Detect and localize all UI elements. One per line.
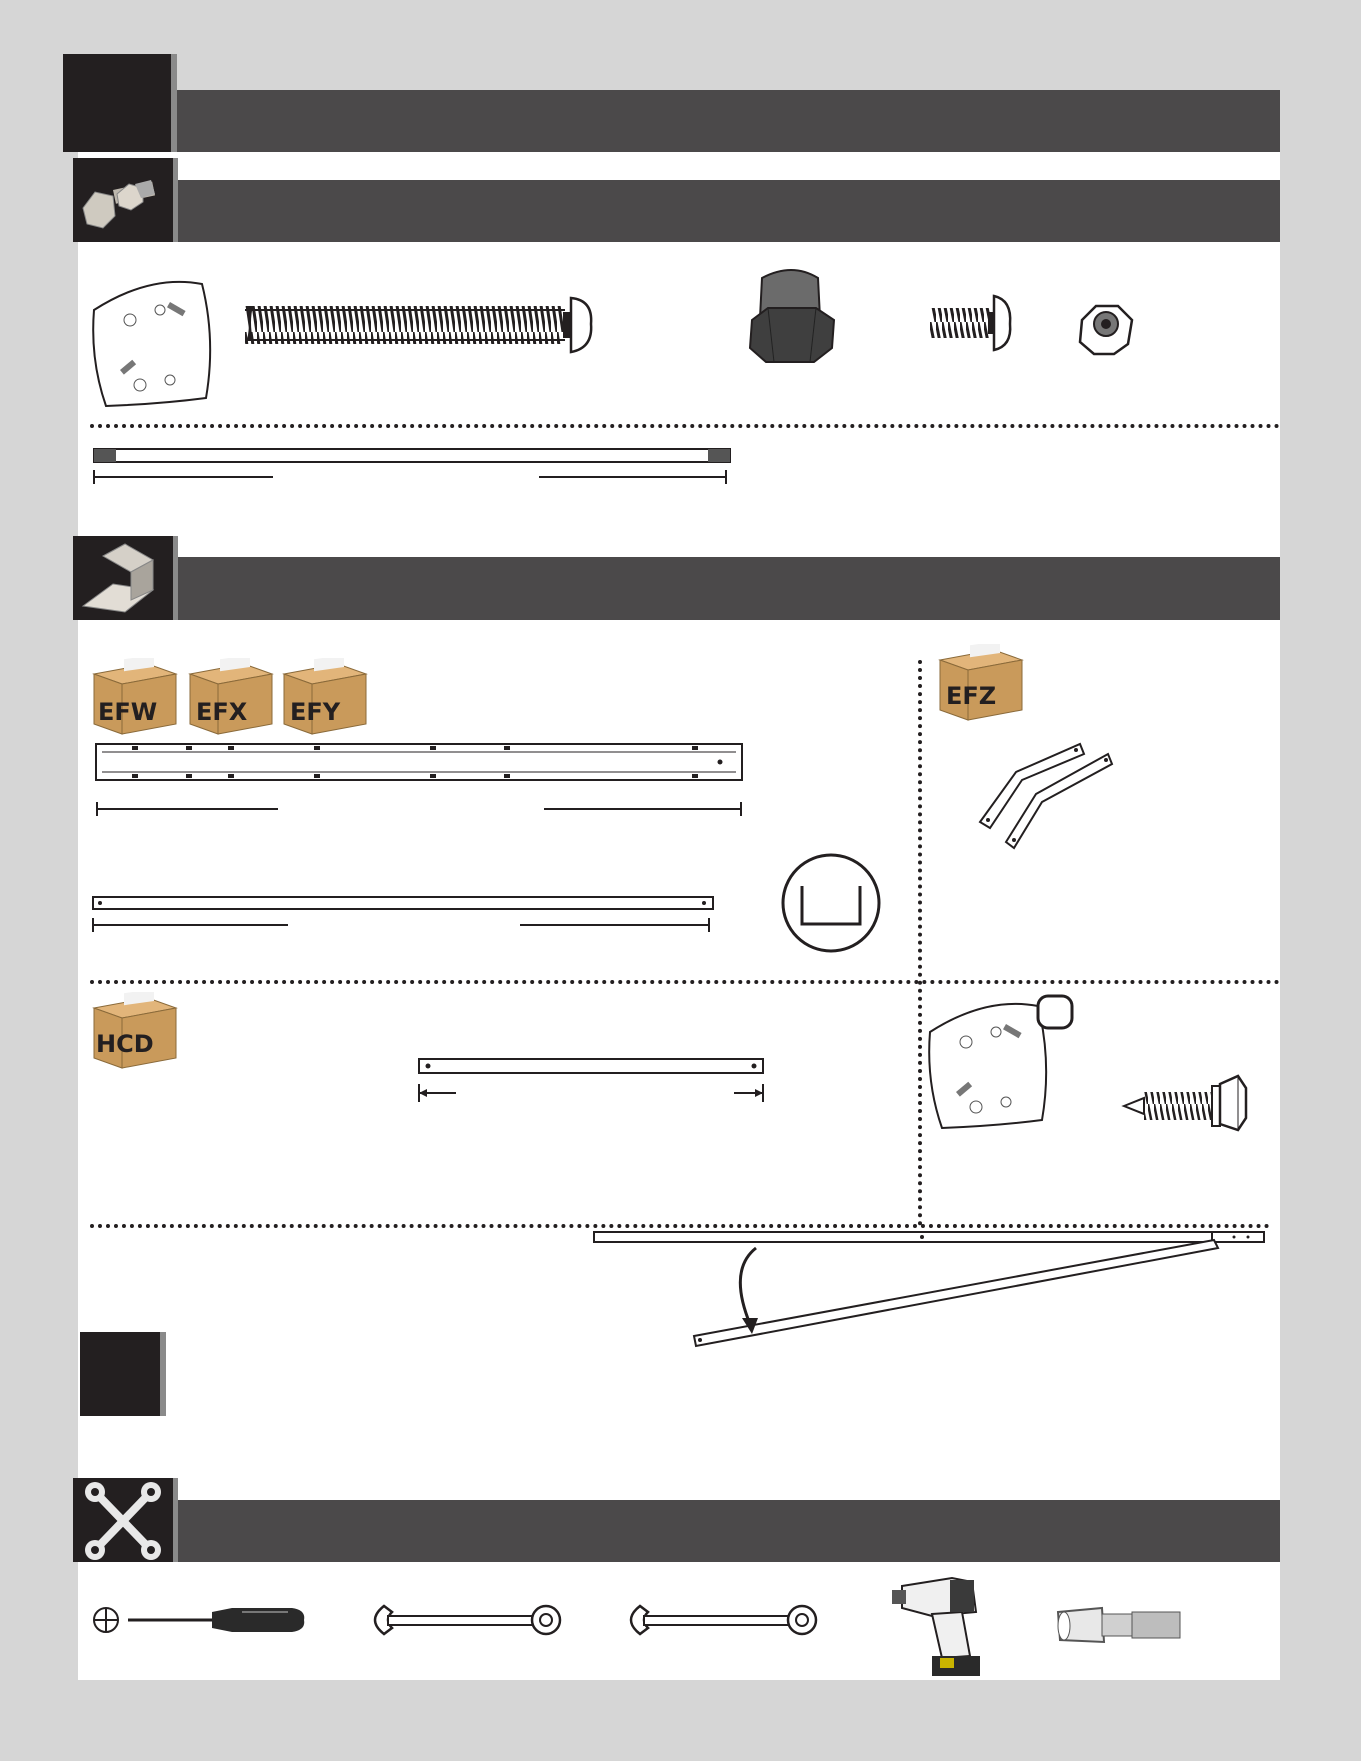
box-label-efx: EFX: [196, 698, 248, 726]
box-efw: [90, 658, 178, 736]
box-efy: [280, 658, 368, 736]
tools-section-icon: [73, 1478, 173, 1562]
tools-section-bar: [178, 1500, 1280, 1562]
dotted-divider: [90, 980, 1280, 984]
short-screw-image: [930, 292, 1012, 356]
long-machine-screw-image: [245, 292, 590, 358]
step-title-bar: [177, 90, 1280, 152]
phillips-screwdriver-image: [92, 1600, 306, 1640]
bag-tag-badge: [1036, 994, 1076, 1030]
parts-section-bar: [178, 557, 1280, 620]
sub-step-badge: [80, 1332, 160, 1416]
bar-rotation-illustration: [592, 1226, 1268, 1356]
channel-profile-callout: [780, 852, 882, 954]
badge-edge: [160, 1332, 166, 1416]
combination-wrench-image: [364, 1600, 564, 1640]
angle-brackets-image: [976, 738, 1116, 854]
lock-nut-image: [1076, 298, 1136, 358]
box-label-efz: EFZ: [946, 682, 997, 710]
nut-bolt-icon: [73, 158, 173, 242]
channel-length-dimension: [96, 802, 742, 816]
hardware-section-bar: [178, 180, 1280, 242]
bracket-icon: [73, 536, 173, 620]
parts-section-icon: [73, 536, 173, 620]
cordless-drill-image: [892, 1572, 992, 1680]
box-efx: [186, 658, 274, 736]
dotted-divider: [90, 424, 1280, 428]
crossed-wrenches-icon: [73, 1478, 173, 1562]
hardware-section-icon: [73, 158, 173, 242]
short-bar-image: [418, 1058, 764, 1074]
dotted-vertical-divider: [918, 660, 922, 1226]
socket-bit-image: [1054, 1604, 1184, 1646]
self-drilling-screw-image: [1124, 1074, 1248, 1132]
hardware-bag-image: [90, 280, 218, 410]
step-number-badge: [63, 54, 171, 152]
box-label-hcd: HCD: [96, 1030, 154, 1058]
combination-wrench-image: [620, 1600, 820, 1640]
flat-bar-length-dimension: [92, 918, 710, 932]
flat-bar-image: [92, 896, 714, 910]
box-label-efw: EFW: [98, 698, 158, 726]
rod-length-dimension: [93, 470, 727, 484]
long-channel-image: [94, 742, 744, 782]
threaded-rod-image: [94, 446, 730, 466]
box-efz: [936, 644, 1024, 722]
box-hcd: [90, 992, 178, 1070]
box-label-efy: EFY: [290, 698, 341, 726]
short-bar-dimension: [418, 1084, 764, 1102]
cap-nut-image: [748, 268, 838, 364]
